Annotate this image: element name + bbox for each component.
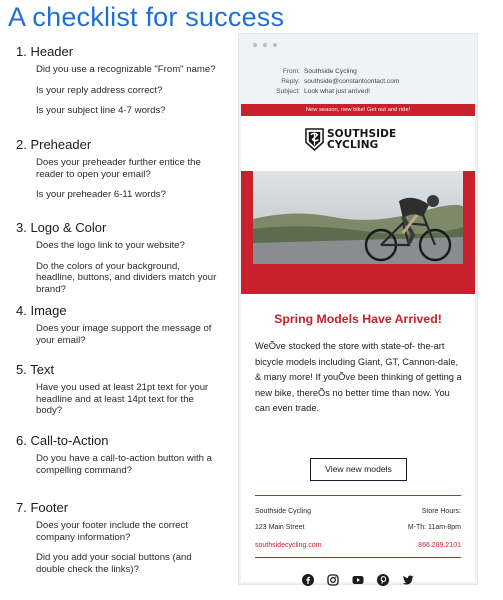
footer-divider-bottom <box>255 557 461 558</box>
section-image <box>16 303 221 355</box>
section-heading: 2. Preheader <box>16 137 92 152</box>
footer-website-link[interactable]: southsidecycling.com <box>255 542 322 549</box>
cyclist-photo-icon <box>253 171 463 264</box>
section-footer <box>16 500 221 584</box>
section-heading: 4. Image <box>16 303 67 318</box>
checklist-question: Did you use a recognizable "From" name? <box>36 64 216 75</box>
shield-logo-icon <box>305 128 324 151</box>
section-heading: 7. Footer <box>16 500 69 515</box>
footer-hours-label: Store Hours: <box>421 508 461 515</box>
email-body <box>241 104 475 582</box>
youtube-icon[interactable] <box>352 574 364 586</box>
subject-value: Look what just arrived! <box>304 88 370 95</box>
from-label: From: <box>282 68 300 75</box>
footer-company: Southside Cycling <box>255 508 312 515</box>
instagram-icon[interactable] <box>327 574 339 586</box>
social-buttons <box>241 574 475 586</box>
from-value: Southside Cycling <box>304 68 357 75</box>
subject-label: Subject: <box>276 88 300 95</box>
footer-row-1 <box>255 508 461 515</box>
email-headline: Spring Models Have Arrived! <box>274 312 442 326</box>
reply-label: Reply: <box>281 78 300 85</box>
checklist-question: Did you add your social buttons (and double check the links)? <box>36 552 192 575</box>
preheader-bar: New season, new bike! Get out and ride! <box>241 104 475 116</box>
section-heading: 5. Text <box>16 362 55 377</box>
section-heading: 6. Call-to-Action <box>16 433 109 448</box>
checklist-question: Do you have a call-to-action button with a compelling command? <box>36 453 212 476</box>
section-preheader <box>16 137 221 210</box>
view-new-models-button[interactable]: View new models <box>310 458 407 481</box>
footer-hours: M-Th: 11am-8pm <box>407 524 461 531</box>
section-logo-color <box>16 220 221 304</box>
pinterest-icon[interactable] <box>377 574 389 586</box>
section-heading: 1. Header <box>16 44 74 59</box>
subject-row <box>241 87 475 97</box>
logo-wordmark <box>327 129 396 150</box>
twitter-icon[interactable] <box>402 574 414 586</box>
checklist-question: Is your reply address correct? <box>36 84 163 96</box>
checklist-question: Is your preheader 6-11 words? <box>36 189 166 200</box>
hero-band <box>241 171 475 294</box>
checklist-question: Does the logo link to your website? <box>36 240 185 251</box>
checklist-question: Do the colors of your background, headline, buttons, and dividers match your brand? <box>36 260 217 295</box>
footer-divider-top <box>255 495 461 496</box>
section-header <box>16 44 221 126</box>
window-dot <box>263 43 267 47</box>
brand-logo[interactable] <box>305 128 396 151</box>
email-preview-window <box>238 33 478 585</box>
footer-address: 123 Main Street <box>255 524 305 531</box>
from-row <box>241 67 475 77</box>
window-dots <box>253 43 277 47</box>
facebook-icon[interactable] <box>302 574 314 586</box>
logo-line-1: SOUTHSIDE <box>327 128 397 140</box>
checklist-question: Does your footer include the correct company information? <box>36 520 188 543</box>
page-title: A checklist for success <box>8 2 285 32</box>
reply-row <box>241 77 475 87</box>
email-body-text: WeÕve stocked the store with state-of- the-art bicycle models including Giant, GT, Cannon-dale, & many more! If youÕve been thinking of getting a new bike, thereÕs no better time than now. You can even trade. <box>255 341 462 414</box>
window-dot <box>273 43 277 47</box>
checklist-question: Is your subject line 4-7 words? <box>36 105 166 116</box>
footer-row-3 <box>255 542 461 549</box>
hero-image <box>253 171 463 264</box>
checklist-question: Have you used at least 21pt text for your headline and at least 14pt text for the body? <box>36 382 209 416</box>
section-call-to-action <box>16 433 221 485</box>
footer-phone-link[interactable]: 866.289.2101 <box>418 542 461 549</box>
checklist-question: Does your image support the message of your email? <box>36 323 212 346</box>
footer-row-2 <box>255 524 461 531</box>
section-text <box>16 362 221 426</box>
checklist-question: Does your preheader further entice the reader to open your email? <box>36 157 201 180</box>
logo-line-2: CYCLING <box>327 138 379 151</box>
section-heading: 3. Logo & Color <box>16 220 107 235</box>
window-dot <box>253 43 257 47</box>
reply-value: southside@constantcontact.com <box>304 78 400 85</box>
